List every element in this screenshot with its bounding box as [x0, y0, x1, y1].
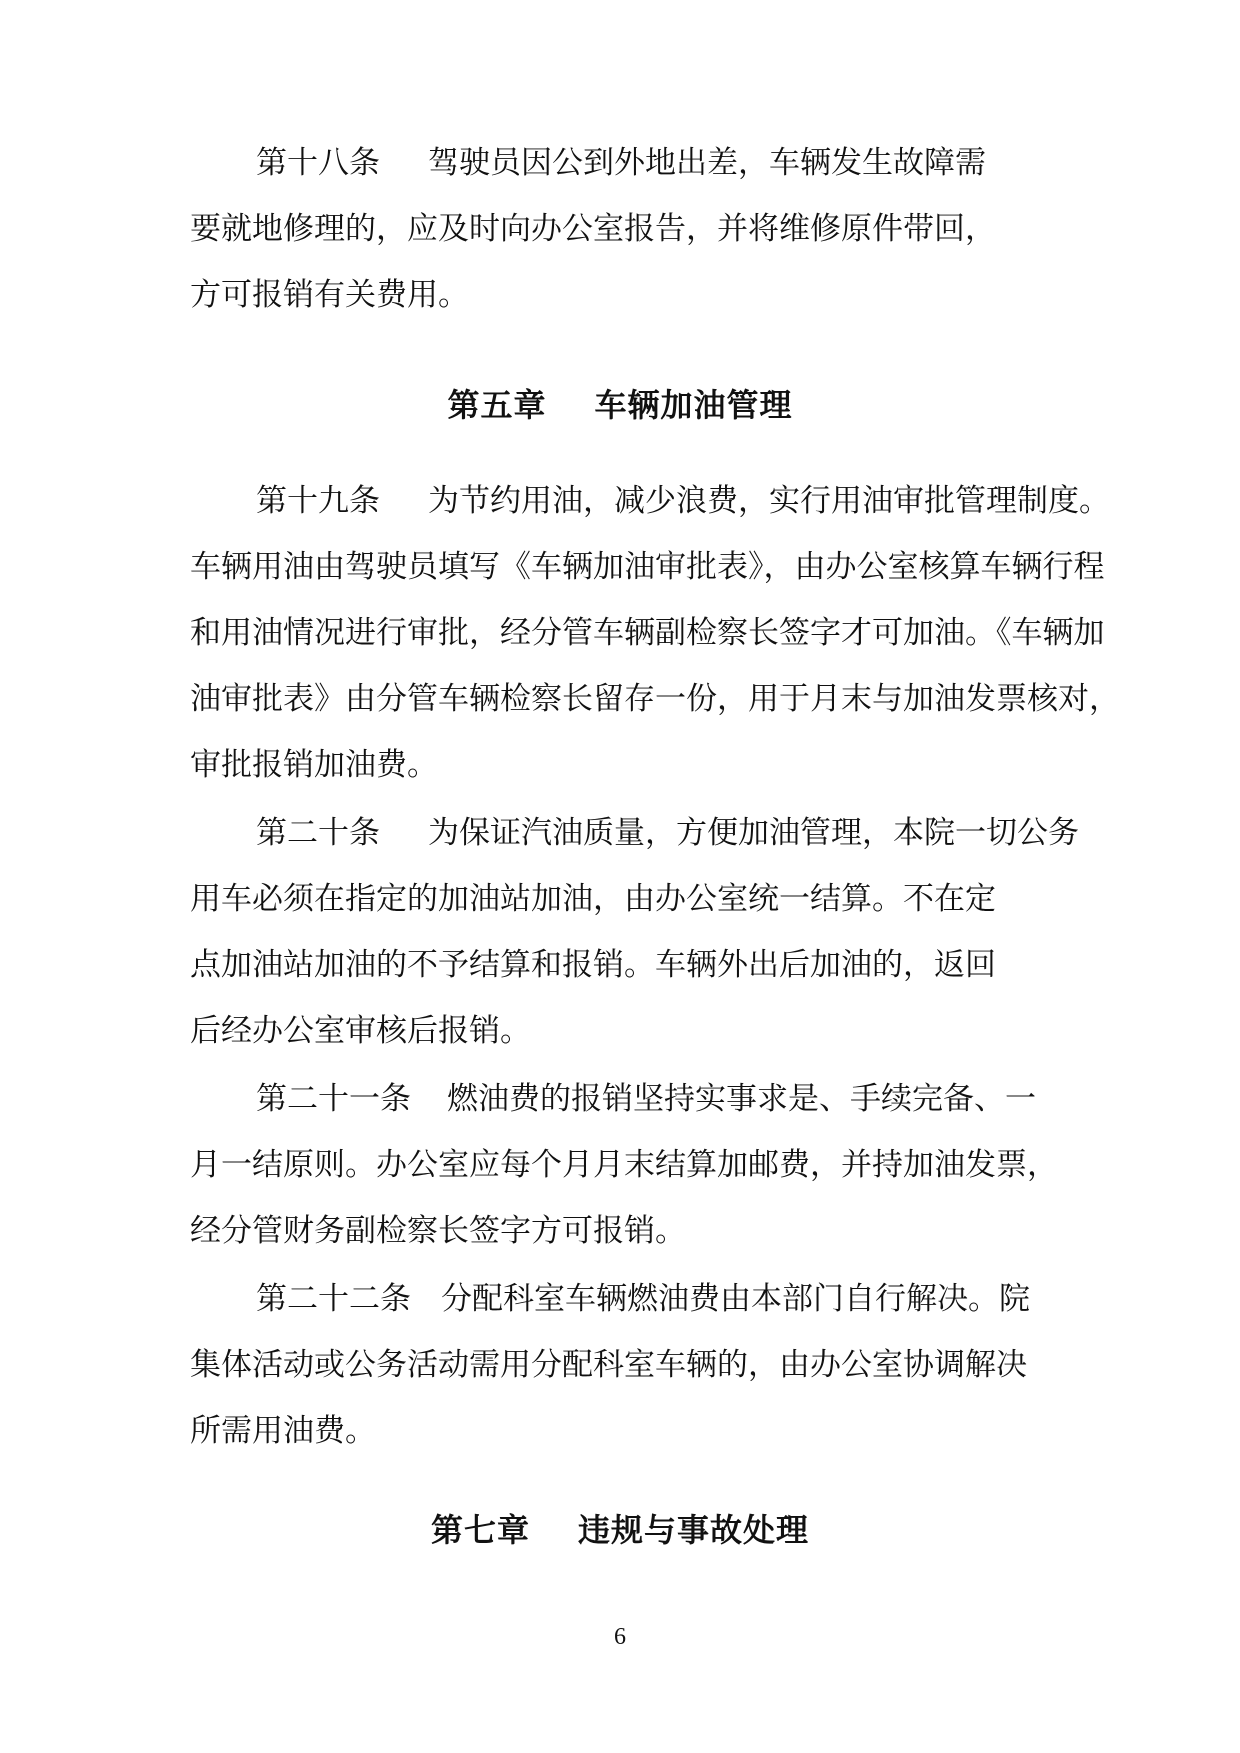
article-18-line-1	[190, 130, 1050, 196]
article-19-line-3: 和用油情况进行审批，经分管车辆副检察长签字才可加油。《车辆加	[190, 615, 1105, 651]
article-19-line-2: 车辆用油由驾驶员填写《车辆加油审批表》，由办公室核算车辆行程	[190, 549, 1105, 585]
article-20-line-2: 用车必须在指定的加油站加油，由办公室统一结算。不在定	[190, 881, 996, 917]
article-22-label: 第二十二条	[256, 1281, 411, 1317]
article-18	[190, 130, 1050, 328]
article-18-line-2: 要就地修理的，应及时向办公室报告，并将维修原件带回，	[190, 211, 996, 247]
article-21-label: 第二十一条	[256, 1081, 411, 1117]
article-20-line-1	[190, 800, 1079, 866]
article-22-line-1	[190, 1266, 1050, 1332]
article-21-line-2: 月一结原则。办公室应每个月月末结算加邮费，并持加油发票，	[190, 1147, 1058, 1183]
article-21	[190, 1066, 1058, 1264]
article-18-text-1: 驾驶员因公到外地出差，车辆发生故障需	[428, 145, 986, 181]
article-22-line-3: 所需用油费。	[190, 1413, 376, 1449]
article-19-line-5: 审批报销加油费。	[190, 747, 438, 783]
article-20-line-3: 点加油站加油的不予结算和报销。车辆外出后加油的，返回	[190, 947, 996, 983]
article-19-label: 第十九条	[256, 483, 380, 519]
article-20-text-1: 为保证汽油质量，方便加油管理，本院一切公务	[428, 815, 1079, 851]
chapter-7-title: 违规与事故处理	[578, 1511, 810, 1549]
article-18-line-3: 方可报销有关费用。	[190, 277, 469, 313]
article-19-line-1	[190, 468, 1110, 534]
page-number: 6	[614, 1624, 626, 1650]
article-21-line-3: 经分管财务副检察长签字方可报销。	[190, 1213, 686, 1249]
chapter-7-number: 第七章	[430, 1511, 530, 1549]
article-18-label: 第十八条	[256, 145, 380, 181]
article-22-line-2: 集体活动或公务活动需用分配科室车辆的，由办公室协调解决	[190, 1347, 1027, 1383]
article-22	[190, 1266, 1050, 1464]
article-19-text-1: 为节约用油，减少浪费，实行用油审批管理制度。	[428, 483, 1110, 519]
chapter-7-heading	[0, 1505, 1240, 1555]
article-19-line-4: 油审批表》由分管车辆检察长留存一份，用于月末与加油发票核对，	[190, 681, 1120, 717]
article-22-text-1: 分配科室车辆燃油费由本部门自行解决。院	[441, 1281, 1030, 1317]
article-20-label: 第二十条	[256, 815, 380, 851]
article-20	[190, 800, 1079, 1064]
chapter-5-heading	[0, 380, 1240, 430]
article-21-line-1	[190, 1066, 1050, 1132]
chapter-5-title: 车辆加油管理	[594, 386, 793, 424]
article-20-line-4: 后经办公室审核后报销。	[190, 1013, 531, 1049]
article-19	[190, 468, 1120, 798]
chapter-5-number: 第五章	[447, 386, 547, 424]
article-21-text-1: 燃油费的报销坚持实事求是、手续完备、一	[447, 1081, 1036, 1117]
